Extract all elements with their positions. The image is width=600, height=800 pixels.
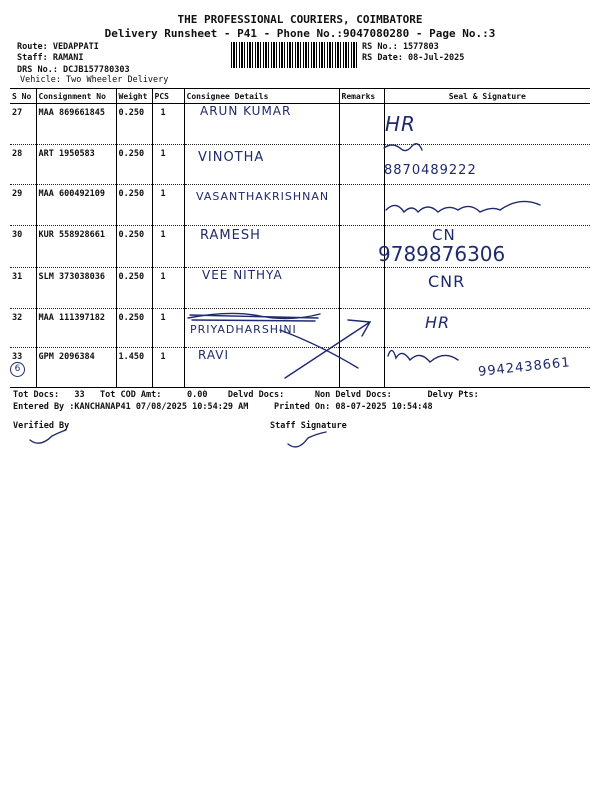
row-weight: 0.250 bbox=[116, 226, 152, 268]
row-pcs: 1 bbox=[152, 145, 184, 185]
handwritten-name: RAVI bbox=[198, 348, 230, 362]
route: Route: VEDAPPATI bbox=[17, 42, 99, 52]
col-sno: S No bbox=[10, 89, 36, 104]
cross-stroke bbox=[285, 322, 370, 378]
row-weight: 1.450 bbox=[116, 348, 152, 388]
cross-stroke bbox=[280, 330, 358, 368]
row-pcs: 1 bbox=[152, 185, 184, 226]
row-mark: 6 bbox=[10, 362, 25, 377]
col-weight: Weight bbox=[116, 89, 152, 104]
row-consignment: ART 1950583 bbox=[36, 145, 116, 185]
col-consignee: Consignee Details bbox=[184, 89, 339, 104]
row-sno: 31 bbox=[10, 268, 36, 309]
row-consignment: KUR 558928661 bbox=[36, 226, 116, 268]
row-pcs: 1 bbox=[152, 348, 184, 388]
strike-through-scribble bbox=[188, 313, 320, 321]
scribble-signature bbox=[386, 201, 540, 212]
handwritten-phone: 9942438661 bbox=[477, 355, 572, 380]
entered-by-line: Entered By :KANCHANAP41 07/08/2025 10:54:29 AM Printed On: 08-07-2025 10:54:48 bbox=[13, 402, 433, 412]
tick-mark bbox=[288, 432, 326, 447]
handwritten-name: ARUN KUMAR bbox=[200, 104, 292, 118]
col-pcs: PCS bbox=[152, 89, 184, 104]
handwritten-name: PRIYADHARSHINI bbox=[190, 323, 297, 336]
row-weight: 0.250 bbox=[116, 268, 152, 309]
drs-number: DRS No.: DCJB157780303 bbox=[17, 65, 130, 75]
handwritten-phone: 9789876306 bbox=[378, 242, 506, 266]
row-pcs: 1 bbox=[152, 104, 184, 145]
handwritten-name: VASANTHAKRISHNAN bbox=[196, 190, 330, 203]
vehicle: Vehicle: Two Wheeler Delivery bbox=[20, 75, 169, 85]
handwritten-phone: 8870489222 bbox=[384, 163, 477, 178]
handwritten-signature: HR bbox=[385, 112, 416, 136]
row-weight: 0.250 bbox=[116, 145, 152, 185]
rs-number: RS No.: 1577803 bbox=[362, 42, 439, 52]
row-consignment: SLM 373038036 bbox=[36, 268, 116, 309]
verified-by-label: Verified By bbox=[13, 421, 70, 431]
row-sno: 32 bbox=[10, 309, 36, 348]
row-sno: 30 bbox=[10, 226, 36, 268]
handwritten-signature: HR bbox=[425, 313, 451, 332]
col-remarks: Remarks bbox=[339, 89, 384, 104]
row-consignment: GPM 2096384 bbox=[36, 348, 116, 388]
row-weight: 0.250 bbox=[116, 104, 152, 145]
staff-signature-label: Staff Signature bbox=[270, 421, 347, 431]
tick-mark bbox=[30, 430, 66, 443]
row-sno: 29 bbox=[10, 185, 36, 226]
runsheet-subtitle: Delivery Runsheet - P41 - Phone No.:9047080280 - Page No.:3 bbox=[104, 27, 496, 40]
handwritten-signature: CN bbox=[432, 226, 456, 244]
row-pcs: 1 bbox=[152, 309, 184, 348]
row-pcs: 1 bbox=[152, 226, 184, 268]
row-sno: 33 bbox=[10, 348, 36, 388]
handwritten-name: VEE NITHYA bbox=[202, 268, 283, 282]
row-sno: 27 bbox=[10, 104, 36, 145]
row-pcs: 1 bbox=[152, 268, 184, 309]
scribble-signature bbox=[384, 144, 422, 151]
handwritten-signature: CNR bbox=[428, 272, 466, 291]
col-signature: Seal & Signature bbox=[384, 89, 590, 104]
rs-date: RS Date: 08-Jul-2025 bbox=[362, 53, 465, 63]
row-sno: 28 bbox=[10, 145, 36, 185]
row-weight: 0.250 bbox=[116, 185, 152, 226]
row-consignment: MAA 869661845 bbox=[36, 104, 116, 145]
handwritten-name: VINOTHA bbox=[198, 150, 265, 165]
scribble-signature bbox=[388, 350, 458, 362]
row-weight: 0.250 bbox=[116, 309, 152, 348]
row-consignment: MAA 600492109 bbox=[36, 185, 116, 226]
company-title: THE PROFESSIONAL COURIERS, COIMBATORE bbox=[177, 13, 423, 26]
row-consignment: MAA 111397182 bbox=[36, 309, 116, 348]
totals-line: Tot Docs: 33 Tot COD Amt: 0.00 Delvd Docs: Non Delvd Docs: Delvy Pts: bbox=[13, 390, 479, 400]
staff: Staff: RAMANI bbox=[17, 53, 84, 63]
handwritten-name: RAMESH bbox=[200, 228, 261, 243]
col-consignment: Consignment No bbox=[36, 89, 116, 104]
